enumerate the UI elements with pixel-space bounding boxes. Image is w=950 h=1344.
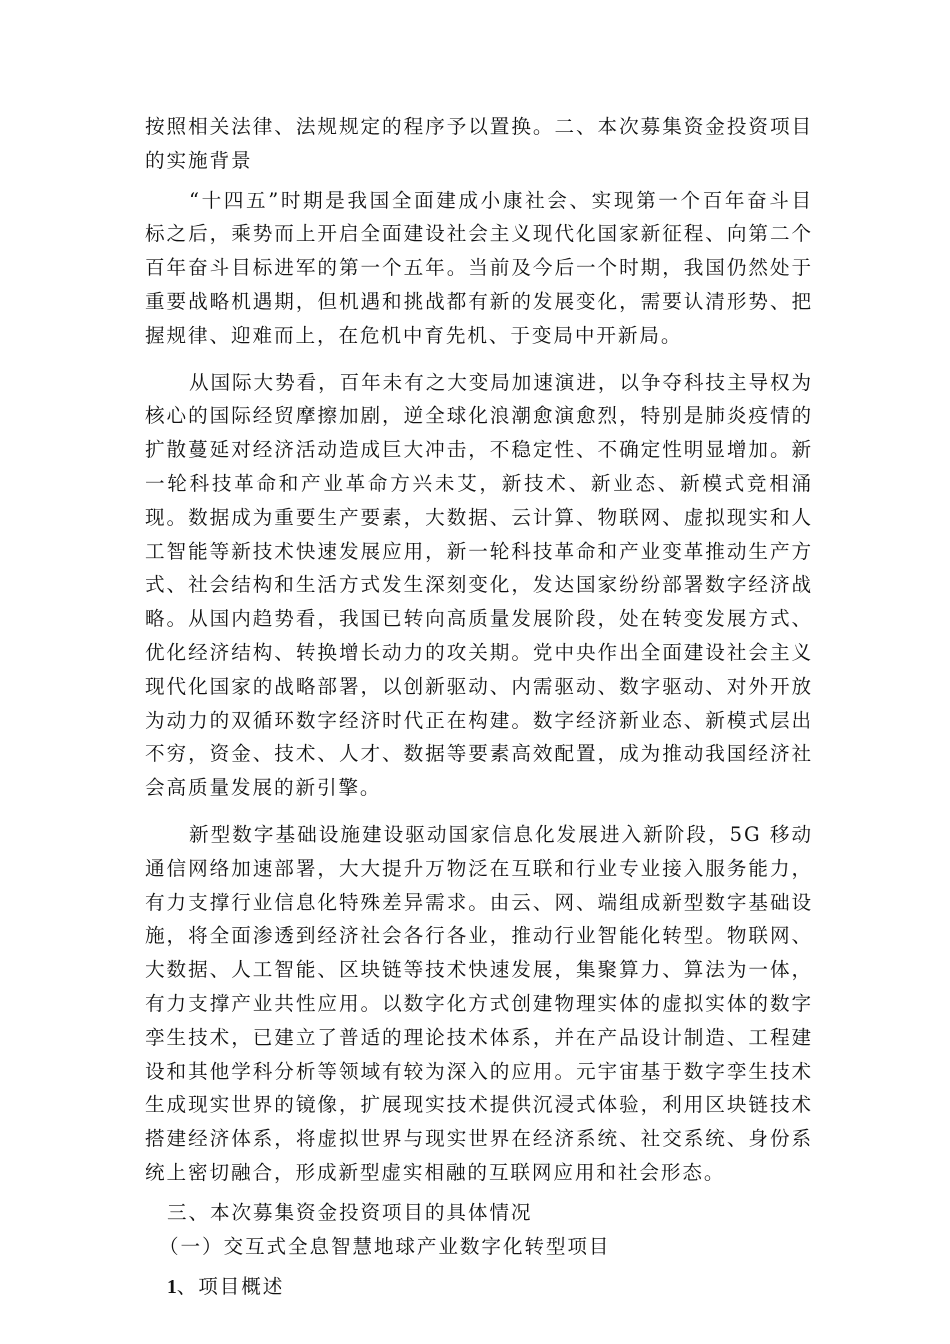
paragraph-digital-infrastructure: 新型数字基础设施建设驱动国家信息化发展进入新阶段，5G 移动通信网络加速部署，大大提升万物泛在互联和行业专业接入服务能力，有力支撑行业信息化特殊差异需求。由云、网、端组成新型数字基础设施，将全面渗透到经济社会各行各业，推动行业智能化转型。物联网、大数据、人工智能、区块链等技术快速发展，集聚算力、算法为一体，有力支撑产业共性应用。以数字化方式创建物理实体的虚拟实体的数字孪生技术，已建立了普适的理论技术体系，并在产品设计制造、工程建设和其他学科分析等领域有较为深入的应用。元宇宙基于数字孪生技术生成现实世界的镜像，扩展现实技术提供沉浸式体验，利用区块链技术搭建经济体系，将虚拟世界与现实世界在经济系统、社交系统、身份系统上密切融合，形成新型虚实相融的互联网应用和社会形态。 <box>145 822 813 1184</box>
item-number: 1 <box>167 1277 177 1299</box>
document-page <box>145 110 813 1305</box>
paragraph-international-trends: 从国际大势看，百年未有之大变局加速演进，以争夺科技主导权为核心的国际经贸摩擦加剧，逆全球化浪潮愈演愈烈，特别是肺炎疫情的扩散蔓延对经济活动造成巨大冲击，不稳定性、不确定性明显增加。新一轮科技革命和产业革命方兴未艾，新技术、新业态、新模式竞相涌现。数据成为重要生产要素，大数据、云计算、物联网、虚拟现实和人工智能等新技术快速发展应用，新一轮科技革命和产业变革推动生产方式、社会结构和生活方式发生深刻变化，发达国家纷纷部署数字经济战略。从国内趋势看，我国已转向高质量发展阶段，处在转变发展方式、优化经济结构、转换增长动力的攻关期。党中央作出全面建设社会主义现代化国家的战略部署，以创新驱动、内需驱动、数字驱动、对外开放为动力的双循环数字经济时代正在构建。数字经济新业态、新模式层出不穷，资金、技术、人才、数据等要素高效配置，成为推动我国经济社会高质量发展的新引擎。 <box>145 370 813 800</box>
item-heading-project-overview <box>145 1270 813 1305</box>
paragraph-14th-five-year-plan: “十四五”时期是我国全面建成小康社会、实现第一个百年奋斗目标之后，乘势而上开启全面建设社会主义现代化国家新征程、向第二个百年奋斗目标进军的第一个五年。当前及今后一个时期，我国仍然处于重要战略机遇期，但机遇和挑战都有新的发展变化，需要认清形势、把握规律、迎难而上，在危机中育先机、于变局中开新局。 <box>145 188 813 347</box>
paragraph-replacement-note: 按照相关法律、法规规定的程序予以置换。二、本次募集资金投资项目的实施背景 <box>145 115 813 172</box>
section-heading-three: 三、本次募集资金投资项目的具体情况 <box>167 1200 533 1224</box>
item-label: 、项目概述 <box>176 1275 285 1299</box>
subsection-heading-one: （一）交互式全息智慧地球产业数字化转型项目 <box>159 1234 611 1258</box>
